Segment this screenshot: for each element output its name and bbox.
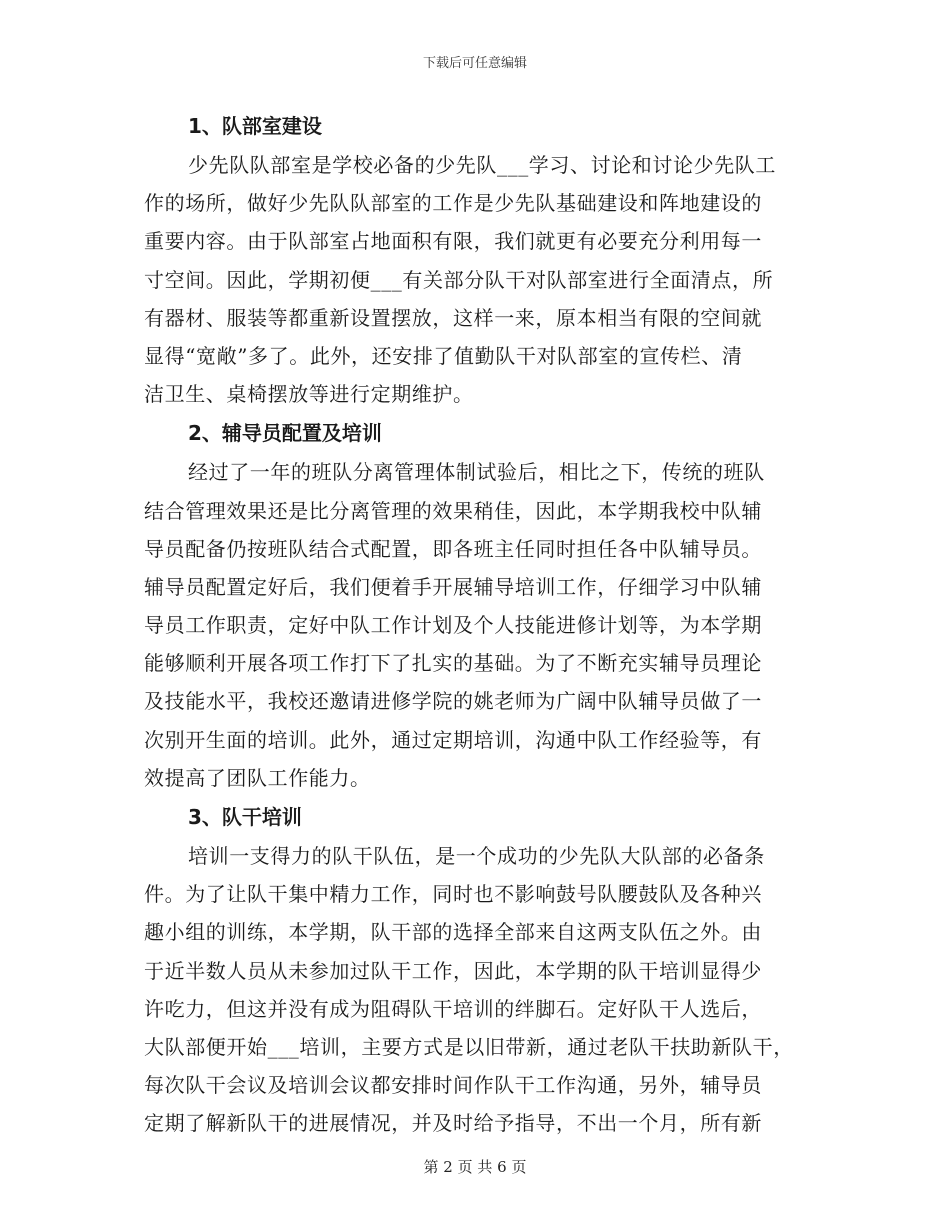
section-paragraph	[144, 453, 809, 797]
paragraph-line: 趣小组的训练，本学期，队干部的选择全部来自这两支队伍之外。由	[144, 920, 762, 945]
paragraph-line: 大队部便开始___培训，主要方式是以旧带新，通过老队干扶助新队干，	[144, 1034, 794, 1059]
paragraph-line: 次别开生面的培训。此外，通过定期培训，沟通中队工作经验等，有	[144, 727, 762, 752]
section-heading: 2、辅导员配置及培训	[188, 421, 382, 446]
page-number-footer: 第 2 页 共 6 页	[423, 1158, 527, 1176]
section-3	[144, 797, 809, 1143]
paragraph-line: 件。为了让队干集中精力工作，同时也不影响鼓号队腰鼓队及各种兴	[144, 882, 762, 907]
paragraph-line: 作的场所，做好少先队队部室的工作是少先队基础建设和阵地建设的	[144, 191, 762, 216]
paragraph-line: 每次队干会议及培训会议都安排时间作队干工作沟通，另外，辅导员	[144, 1073, 762, 1098]
paragraph-line: 有器材、服装等都重新设置摆放，这样一来，原本相当有限的空间就	[144, 305, 762, 330]
paragraph-line: 显得“宽敞”多了。此外，还安排了值勤队干对队部室的宣传栏、清	[144, 343, 743, 368]
paragraph-line: 洁卫生、桌椅摆放等进行定期维护。	[144, 382, 474, 407]
page-header-note: 下载后可任意编辑	[422, 56, 527, 71]
paragraph-line: 许吃力，但这并没有成为阻碍队干培训的绊脚石。定好队干人选后，	[144, 996, 762, 1021]
document-body	[144, 106, 809, 1143]
paragraph-line: 导员工作职责，定好中队工作计划及个人技能进修计划等，为本学期	[144, 613, 762, 638]
paragraph-line: 效提高了团队工作能力。	[144, 765, 371, 790]
paragraph-line: 结合管理效果还是比分离管理的效果稍佳，因此，本学期我校中队辅	[144, 498, 762, 523]
paragraph-line: 于近半数人员从未参加过队干工作，因此，本学期的队干培训显得少	[144, 958, 762, 983]
paragraph-line: 导员配备仍按班队结合式配置，即各班主任同时担任各中队辅导员。	[144, 536, 762, 561]
paragraph-line: 经过了一年的班队分离管理体制试验后，相比之下，传统的班队	[188, 460, 765, 485]
paragraph-line: 寸空间。因此，学期初便___有关部分队干对队部室进行全面清点，所	[144, 267, 774, 292]
paragraph-line: 定期了解新队干的进展情况，并及时给予指导，不出一个月，所有新	[144, 1111, 762, 1136]
paragraph-line: 能够顺利开展各项工作打下了扎实的基础。为了不断充实辅导员理论	[144, 651, 762, 676]
paragraph-line: 培训一支得力的队干队伍，是一个成功的少先队大队部的必备条	[188, 844, 765, 868]
section-paragraph	[144, 837, 809, 1143]
section-paragraph	[144, 146, 809, 413]
paragraph-line: 辅导员配置定好后，我们便着手开展辅导培训工作，仔细学习中队辅	[144, 574, 762, 599]
section-1	[144, 106, 809, 413]
paragraph-line: 重要内容。由于队部室占地面积有限，我们就更有必要充分利用每一	[144, 229, 762, 254]
section-2	[144, 413, 809, 797]
paragraph-line: 少先队队部室是学校必备的少先队___学习、讨论和讨论少先队工	[188, 153, 776, 177]
section-heading: 3、队干培训	[188, 805, 302, 829]
section-heading: 1、队部室建设	[188, 114, 322, 138]
paragraph-line: 及技能水平，我校还邀请进修学院的姚老师为广阔中队辅导员做了一	[144, 689, 762, 714]
